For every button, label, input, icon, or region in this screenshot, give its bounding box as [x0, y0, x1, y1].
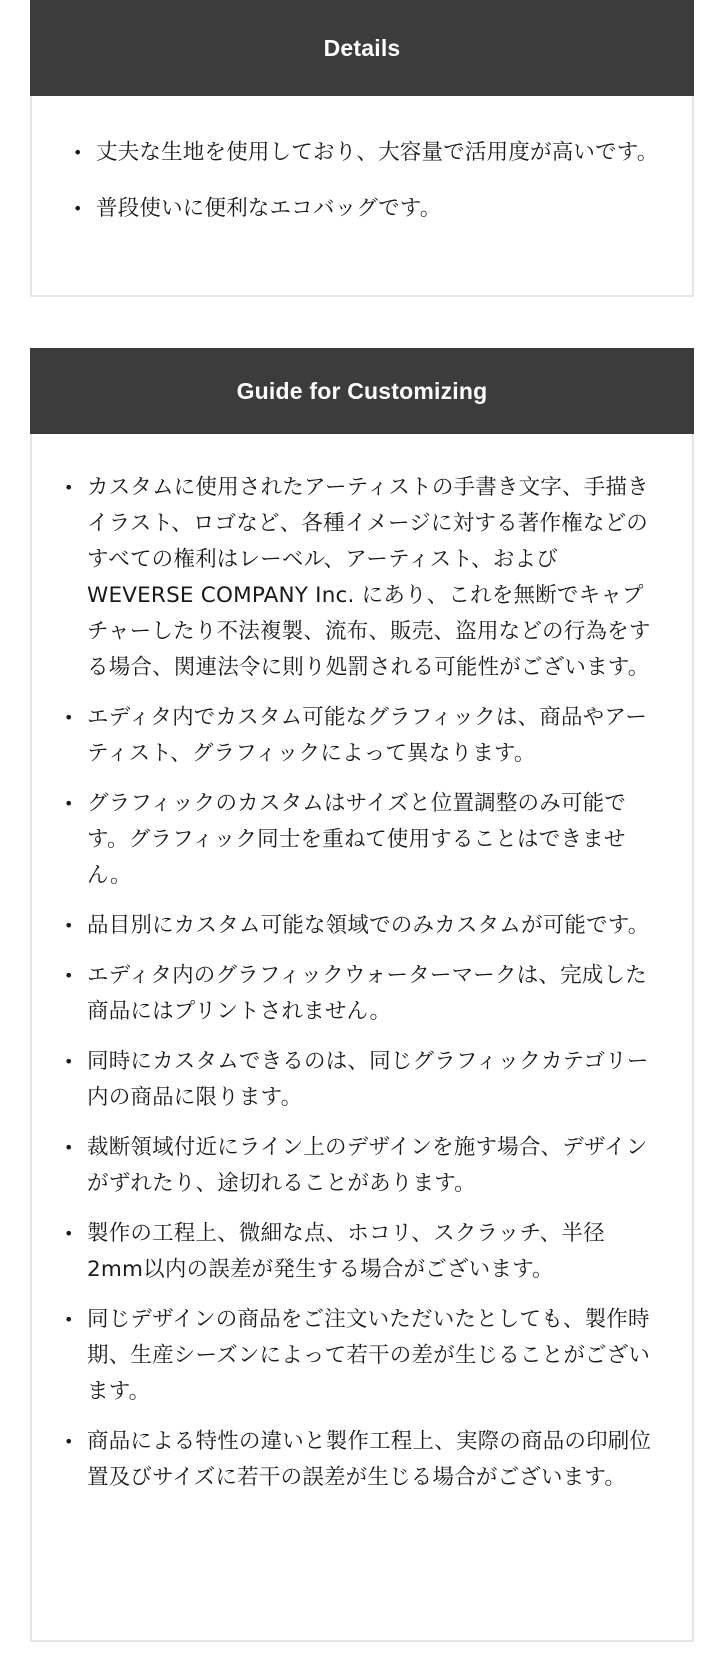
bullet-icon: • [64, 1224, 74, 1243]
list-item: • 同時にカスタムできるのは、同じグラフィックカテゴリー内の商品に限ります。 [87, 1044, 658, 1116]
list-item: • 同じデザインの商品をご注文いただいたとしても、製作時期、生産シーズンによって若干の差が生じることがございます。 [87, 1302, 658, 1410]
bullet-icon: • [73, 199, 83, 218]
bullet-icon: • [73, 143, 83, 162]
list-item: • 品目別にカスタム可能な領域でのみカスタムが可能です。 [87, 908, 658, 944]
bullet-icon: • [64, 794, 74, 813]
details-header [30, 0, 694, 96]
list-item: • 製作の工程上、微細な点、ホコリ、スクラッチ、半径2mm以内の誤差が発生する場合がございます。 [87, 1216, 658, 1288]
bullet-icon: • [64, 966, 74, 985]
bullet-icon: • [64, 1052, 74, 1071]
bullet-icon: • [64, 1138, 74, 1157]
bullet-icon: • [64, 1432, 74, 1451]
guide-panel [30, 348, 694, 1642]
list-item: • 商品による特性の違いと製作工程上、実際の商品の印刷位置及びサイズに若干の誤差が生じる場合がございます。 [87, 1424, 658, 1496]
guide-title: Guide for Customizing [236, 377, 488, 404]
details-panel [30, 0, 694, 297]
list-item: • エディタ内でカスタム可能なグラフィックは、商品やアーティスト、グラフィックによって異なります。 [87, 700, 658, 772]
bullet-icon: • [64, 478, 74, 497]
list-item: • 丈夫な生地を使用しており、大容量で活用度が高いです。 [96, 135, 666, 171]
details-title: Details [323, 34, 401, 61]
guide-header [30, 348, 694, 434]
list-item: • 普段使いに便利なエコバッグです。 [96, 191, 666, 227]
list-item: • カスタムに使用されたアーティストの手書き文字、手描きイラスト、ロゴなど、各種イメージに対する著作権などのすべての権利はレーベル、アーティスト、および WEVERSE COMPANY Inc. にあり、これを無断でキャプチャーしたり不法複製、流布、販売、盗用などの行為をする場合、関連法令に則り処罰される可能性がございます。 [87, 470, 658, 686]
bullet-icon: • [64, 1310, 74, 1329]
guide-body [32, 434, 692, 1496]
list-item: • エディタ内のグラフィックウォーターマークは、完成した商品にはプリントされません。 [87, 958, 658, 1030]
bullet-icon: • [64, 708, 74, 727]
details-body [32, 96, 692, 227]
bullet-icon: • [64, 916, 74, 935]
list-item: • 裁断領域付近にライン上のデザインを施す場合、デザインがずれたり、途切れることがあります。 [87, 1130, 658, 1202]
guide-list [64, 470, 658, 1496]
list-item: • グラフィックのカスタムはサイズと位置調整のみ可能です。グラフィック同士を重ねて使用することはできません。 [87, 786, 658, 894]
details-list [73, 135, 666, 227]
